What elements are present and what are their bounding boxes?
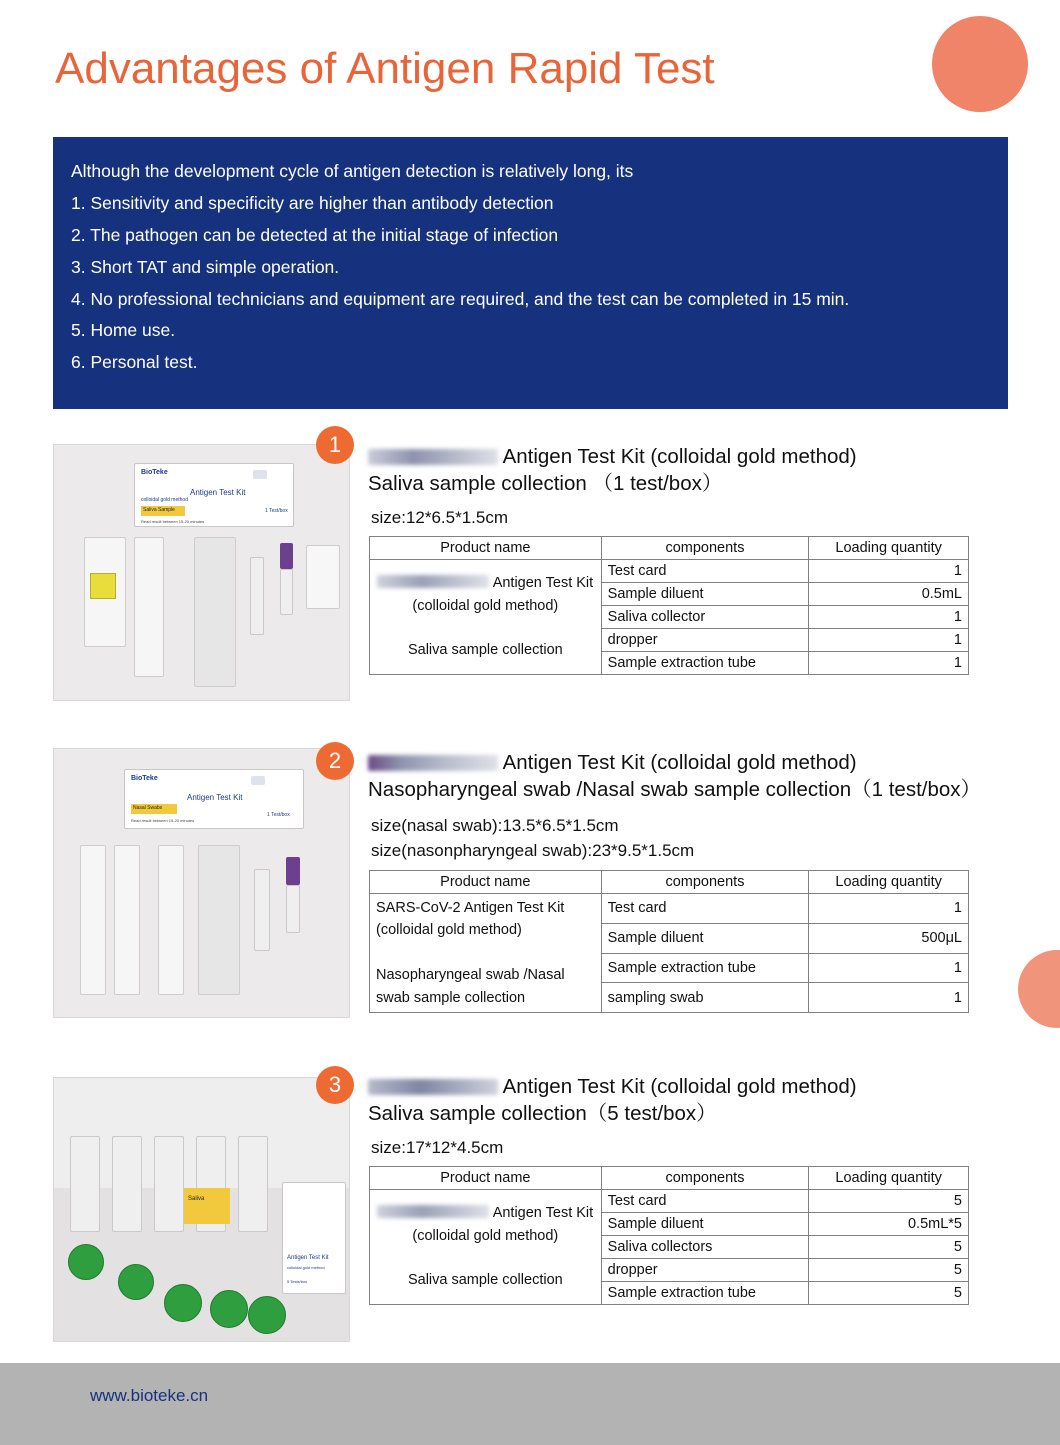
header-product-name: Product name: [370, 871, 602, 894]
section-heading-2-line2: Nasopharyngeal swab /Nasal swab sample collection（1 test/box）: [368, 777, 982, 801]
product-box-image-3: [282, 1182, 346, 1294]
decorative-circle-top-right: [932, 16, 1028, 112]
component-cell: Saliva collector: [601, 606, 809, 629]
table-row: [370, 560, 969, 583]
green-cap-3a: [68, 1244, 104, 1280]
product-name-line-1: (colloidal gold method): [412, 1227, 559, 1244]
quantity-cell: 5: [809, 1282, 969, 1305]
box-title-2: Antigen Test Kit: [187, 793, 243, 802]
redacted-brand-3: [368, 1079, 498, 1095]
product-name-cell-3: [370, 1190, 602, 1305]
intro-line-5: 5. Home use.: [71, 320, 176, 341]
product-name-line-0: SARS-CoV-2 Antigen Test Kit: [376, 900, 565, 916]
header-loading-quantity: Loading quantity: [809, 537, 969, 560]
quantity-cell: 1: [809, 894, 969, 924]
header-loading-quantity: Loading quantity: [809, 1167, 969, 1190]
box-brand-2: BioTeke: [131, 775, 158, 782]
component-cell: Sample diluent: [601, 583, 809, 606]
box-brand-1: BioTeke: [141, 469, 168, 476]
redacted-brand-2: [368, 755, 498, 771]
extraction-tube-1: [250, 557, 264, 635]
spec-table-2: [369, 870, 969, 1013]
box-note-2: Read result between 15-20 minutes: [131, 818, 195, 823]
section-heading-2: [368, 750, 1028, 803]
redacted-brand-table-3: [377, 1205, 489, 1218]
product-photo-2: [53, 748, 350, 1018]
section-heading-1: [368, 444, 1028, 497]
header-components: components: [601, 537, 809, 560]
spec-table-1: [369, 536, 969, 675]
redacted-brand-table-1: [377, 575, 489, 588]
box-title-1: Antigen Test Kit: [190, 488, 246, 497]
component-cell: Test card: [601, 560, 809, 583]
biohazard-label-1: [90, 573, 116, 599]
box-count-2: 1 Test/box: [267, 812, 290, 818]
box-note-1: Read result between 15-20 minutes: [141, 519, 205, 524]
component-cell: Sample diluent: [601, 1213, 809, 1236]
quantity-cell: 1: [809, 652, 969, 675]
box-sub-1: colloidal gold method: [141, 497, 188, 503]
component-cell: Sample extraction tube: [601, 1282, 809, 1305]
swab-pack-2b: [114, 845, 140, 995]
swab-pack-1: [134, 537, 164, 677]
green-cap-3b: [118, 1264, 154, 1300]
product-box-image-2: [124, 769, 304, 829]
component-cell: Sample extraction tube: [601, 953, 809, 983]
product-box-image-1: [134, 463, 294, 527]
advantages-panel: [53, 137, 1008, 409]
collection-tube-3a: [70, 1136, 100, 1232]
box-title-3: Antigen Test Kit: [287, 1255, 329, 1261]
product-name-line-0: Antigen Test Kit: [492, 1205, 594, 1222]
product-name-line-2: Saliva sample collection: [407, 1272, 563, 1289]
intro-line-4: 4. No professional technicians and equipment are required, and the test can be completed in 15 min.: [71, 288, 850, 309]
intro-line-6: 6. Personal test.: [71, 352, 198, 373]
table-header-row: [370, 1167, 969, 1190]
footer-website[interactable]: www.bioteke.cn: [90, 1386, 209, 1405]
intro-line-1: 1. Sensitivity and specificity are higher than antibody detection: [71, 192, 554, 213]
intro-line-0: Although the development cycle of antigen detection is relatively long, its: [71, 161, 634, 181]
section-size-2-line2: size(nasonpharyngeal swab):23*9.5*1.5cm: [371, 841, 695, 860]
box-tag-3: Saliva: [188, 1196, 205, 1202]
component-cell: Sample extraction tube: [601, 652, 809, 675]
header-product-name: Product name: [370, 1167, 602, 1190]
intro-line-3: 3. Short TAT and simple operation.: [71, 256, 340, 277]
component-cell: sampling swab: [601, 983, 809, 1013]
saliva-collector-1: [306, 545, 340, 609]
component-cell: Test card: [601, 894, 809, 924]
component-cell: dropper: [601, 1259, 809, 1282]
header-components: components: [601, 1167, 809, 1190]
quantity-cell: 1: [809, 606, 969, 629]
product-photo-3: [53, 1077, 350, 1342]
swab-pack-2c: [158, 845, 184, 995]
tube-cap-2: [286, 857, 300, 885]
section-heading-3: [368, 1074, 1028, 1127]
green-cap-3c: [164, 1284, 202, 1322]
product-name-line-2: Nasopharyngeal swab /Nasal: [376, 967, 565, 984]
quantity-cell: 5: [809, 1259, 969, 1282]
section-size-1: size:12*6.5*1.5cm: [371, 508, 509, 527]
quantity-cell: 1: [809, 560, 969, 583]
green-cap-3d: [210, 1290, 248, 1328]
table-row: [370, 894, 969, 924]
quantity-cell: 1: [809, 983, 969, 1013]
box-tag-2: Nasal Swabs: [133, 805, 163, 811]
box-count-1: 1 Test/box: [265, 508, 288, 514]
header-components: components: [601, 871, 809, 894]
collection-tube-3b: [112, 1136, 142, 1232]
tube-cap-1: [280, 543, 293, 569]
quantity-cell: 1: [809, 629, 969, 652]
page-title: Advantages of Antigen Rapid Test: [55, 44, 715, 93]
diluent-tube-2: [286, 885, 300, 933]
component-cell: Sample diluent: [601, 923, 809, 953]
redacted-brand-1: [368, 449, 498, 465]
quantity-cell: 5: [809, 1190, 969, 1213]
component-cell: Test card: [601, 1190, 809, 1213]
swab-pack-2a: [80, 845, 106, 995]
intro-line-2: 2. The pathogen can be detected at the initial stage of infection: [71, 224, 559, 245]
table-header-row: [370, 537, 969, 560]
section-heading-1-suffix: Antigen Test Kit (colloidal gold method): [502, 445, 857, 468]
section-heading-2-suffix: Antigen Test Kit (colloidal gold method): [502, 751, 857, 774]
spec-table-3: [369, 1166, 969, 1305]
product-name-line-1: (colloidal gold method): [412, 597, 559, 614]
table-header-row: [370, 871, 969, 894]
collection-tube-3e: [238, 1136, 268, 1232]
header-product-name: Product name: [370, 537, 602, 560]
section-badge-2: 2: [316, 742, 354, 780]
section-heading-3-line2: Saliva sample collection（5 test/box）: [368, 1101, 717, 1125]
quantity-cell: 500μL: [809, 923, 969, 953]
collection-tube-3c: [154, 1136, 184, 1232]
header-loading-quantity: Loading quantity: [809, 871, 969, 894]
quantity-cell: 1: [809, 953, 969, 983]
product-name-line-2: Saliva sample collection: [407, 642, 563, 659]
product-name-cell-1: [370, 560, 602, 675]
section-size-2-line1: size(nasal swab):13.5*6.5*1.5cm: [371, 816, 619, 835]
test-card-pack-2: [198, 845, 240, 995]
box-tag-1: Saliva Sample: [143, 507, 175, 513]
section-size-3: size:17*12*4.5cm: [371, 1138, 504, 1157]
quantity-cell: 5: [809, 1236, 969, 1259]
component-cell: Saliva collectors: [601, 1236, 809, 1259]
table-row: [370, 1190, 969, 1213]
component-cell: dropper: [601, 629, 809, 652]
green-cap-3e: [248, 1296, 286, 1334]
product-name-line-1: (colloidal gold method): [376, 922, 522, 939]
extraction-tube-2: [254, 869, 270, 951]
product-name-line-0: Antigen Test Kit: [492, 575, 594, 592]
box-sub-3: colloidal gold method: [287, 1265, 325, 1270]
product-name-cell-2: [370, 894, 602, 1013]
section-heading-3-suffix: Antigen Test Kit (colloidal gold method): [502, 1075, 857, 1098]
section-badge-1: 1: [316, 426, 354, 464]
quantity-cell: 0.5mL*5: [809, 1213, 969, 1236]
product-name-line-3: swab sample collection: [376, 989, 526, 1006]
quantity-cell: 0.5mL: [809, 583, 969, 606]
section-heading-1-line2: Saliva sample collection （1 test/box）: [368, 471, 723, 495]
dropper-tube-1: [280, 569, 293, 615]
decorative-circle-right-edge: [1018, 950, 1060, 1028]
product-photo-1: [53, 444, 350, 701]
box-count-3: 5 Tests/box: [287, 1279, 308, 1284]
test-card-pack-1: [194, 537, 236, 687]
section-badge-3: 3: [316, 1066, 354, 1104]
